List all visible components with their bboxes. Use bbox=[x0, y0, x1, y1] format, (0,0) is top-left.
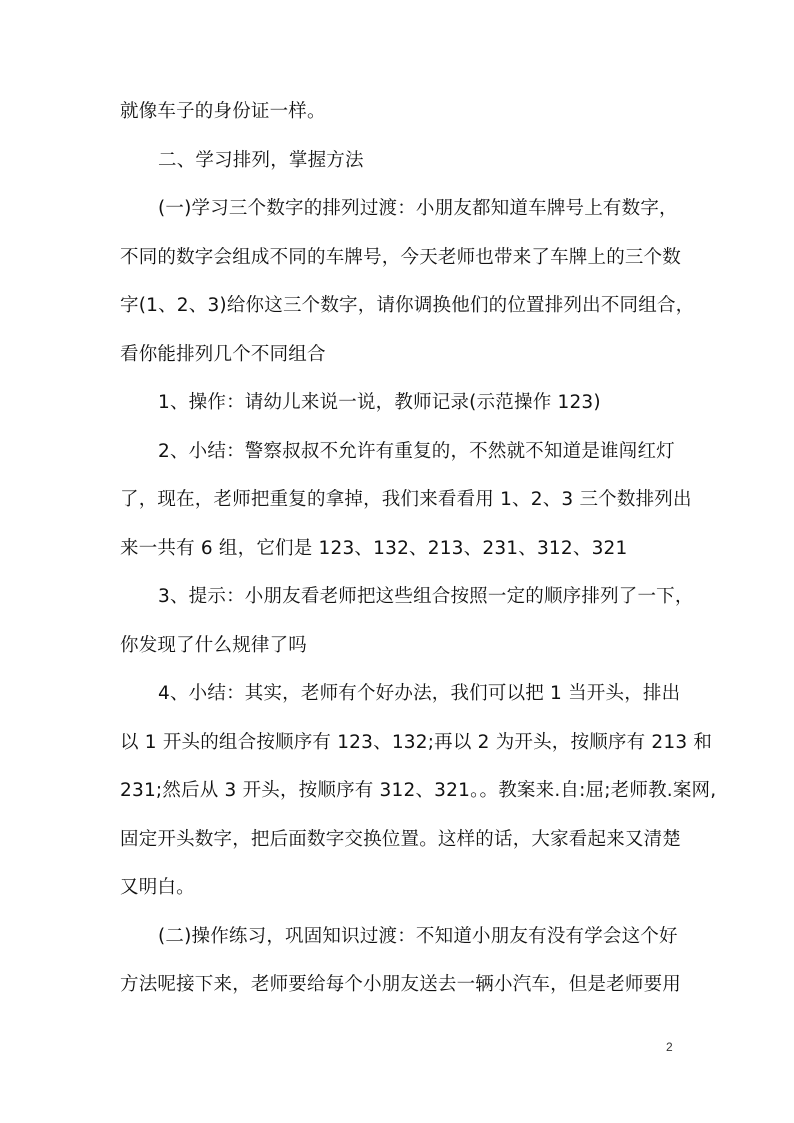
text-line: 以 1 开头的组合按顺序有 123、132;再以 2 为开头，按顺序有 213 和 bbox=[120, 731, 713, 753]
text-line: 固定开头数字，把后面数字交换位置。这样的话，大家看起来又清楚 bbox=[120, 828, 682, 850]
text-line: 来一共有 6 组，它们是 123、132、213、231、312、321 bbox=[120, 537, 628, 559]
paragraph-line: (二)操作练习，巩固知识过渡：不知道小朋友有没有学会这个好 bbox=[158, 925, 678, 947]
page-number: 2 bbox=[666, 1040, 673, 1054]
paragraph-line: (一)学习三个数字的排列过渡：小朋友都知道车牌号上有数字， bbox=[158, 198, 678, 219]
text-line: 了，现在，老师把重复的拿掉，我们来看看用 1、2、3 三个数排列出 bbox=[120, 489, 692, 510]
text-line: 又明白。 bbox=[120, 877, 195, 898]
paragraph-line: 2、小结：警察叔叔不允许有重复的，不然就不知道是谁闯红灯 bbox=[158, 440, 675, 462]
text-line: 字(1、2、3)给你这三个数字，请你调换他们的位置排列出不同组合， bbox=[120, 295, 695, 316]
text-line: 就像车子的身份证一样。 bbox=[120, 101, 326, 122]
paragraph-line: 1、操作：请幼儿来说一说，教师记录(示范操作 123) bbox=[158, 392, 601, 413]
paragraph-line: 3、提示：小朋友看老师把这些组合按照一定的顺序排列了一下， bbox=[158, 586, 694, 607]
text-line: 不同的数字会组成不同的车牌号，今天老师也带来了车牌上的三个数 bbox=[120, 246, 682, 268]
document-body bbox=[120, 88, 717, 1010]
text-line: 你发现了什么规律了吗 bbox=[120, 634, 308, 656]
text-line: 方法呢接下来，老师要给每个小朋友送去一辆小汽车，但是老师要用 bbox=[120, 974, 682, 995]
text-line: 231;然后从 3 开头，按顺序有 312、321。。教案来.自:屈;老师教.案网, bbox=[120, 780, 717, 801]
paragraph-line: 4、小结：其实，老师有个好办法，我们可以把 1 当开头，排出 bbox=[158, 683, 681, 704]
text-line: 看你能排列几个不同组合 bbox=[120, 343, 326, 365]
section-heading: 二、学习排列，掌握方法 bbox=[158, 149, 364, 171]
